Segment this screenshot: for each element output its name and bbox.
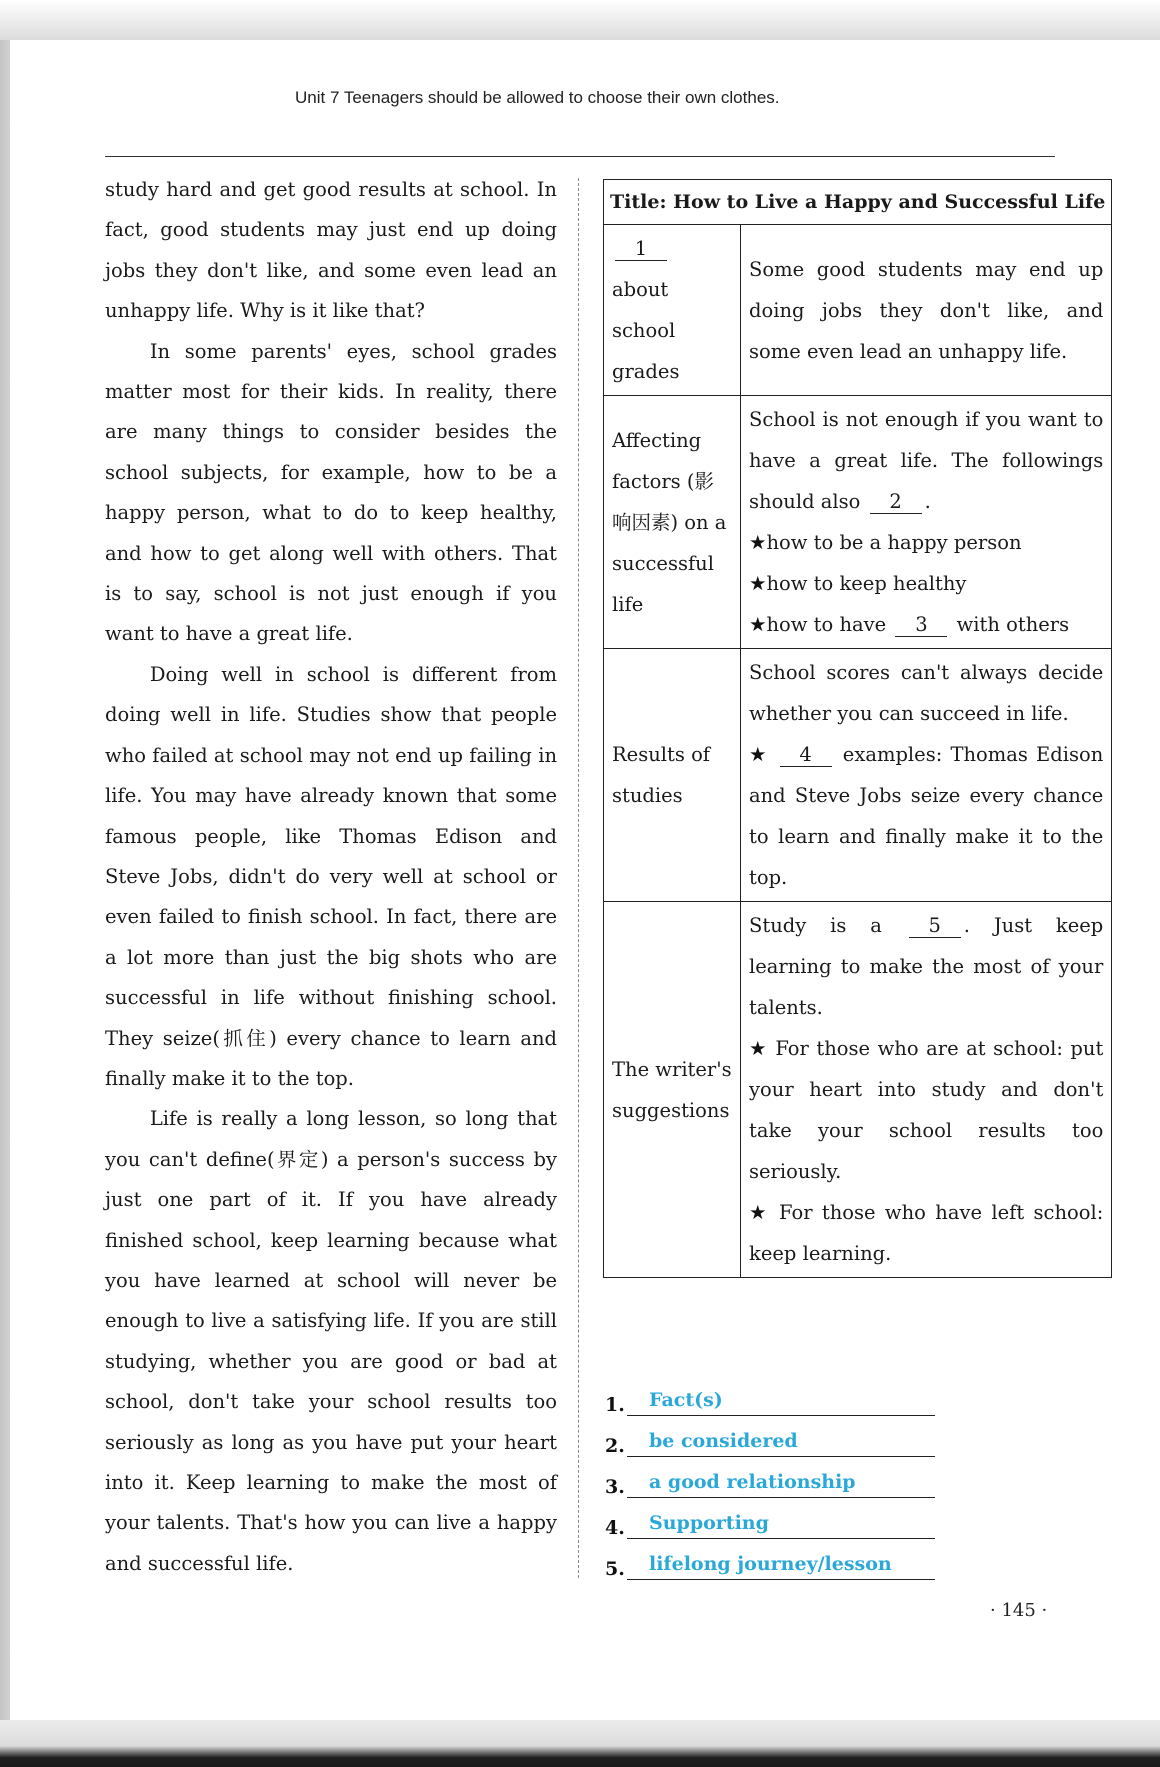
outline-left-cell: Results of studies xyxy=(604,649,741,902)
answer-row xyxy=(605,1498,935,1539)
star-icon: ★ xyxy=(749,1037,768,1060)
outline-row-factors xyxy=(604,396,1112,649)
outline-table xyxy=(603,179,1112,1278)
factor-bullet-end: with others xyxy=(956,613,1070,636)
running-header: Unit 7 Teenagers should be allowed to choose their own clothes. xyxy=(295,88,780,107)
factor-bullet: how to keep healthy xyxy=(766,572,967,595)
studies-text: School scores can't always decide whether you can succeed in life. xyxy=(749,661,1104,725)
answer-row xyxy=(605,1416,935,1457)
answer-number: 2. xyxy=(605,1435,625,1457)
outline-title: Title: How to Live a Happy and Successful Life xyxy=(604,180,1112,225)
outline-row-suggestions xyxy=(604,902,1112,1278)
outline-right-cell xyxy=(741,649,1112,902)
outline-row-grades xyxy=(604,225,1112,396)
star-icon: ★ xyxy=(749,531,767,554)
suggestion-bullet: For those who are at school: put your heart into study and don't take your school results too seriously. xyxy=(749,1037,1104,1183)
answer-text: Fact(s) xyxy=(627,1388,935,1416)
answer-key xyxy=(605,1375,935,1580)
reading-passage xyxy=(105,170,557,1584)
page-number: · 145 · xyxy=(990,1600,1048,1621)
blank-1[interactable]: 1 xyxy=(615,238,667,261)
answer-text: be considered xyxy=(627,1429,935,1457)
answer-number: 3. xyxy=(605,1476,625,1498)
scan-bottom-edge xyxy=(0,1720,1160,1767)
factor-intro: School is not enough if you want to have a great life. The followings should also xyxy=(749,408,1104,513)
studies-examples: examples: Thomas Edison and Steve Jobs seize every chance to learn and finally make it to the top. xyxy=(749,743,1104,889)
outline-right-cell xyxy=(741,902,1112,1278)
blank-3[interactable]: 3 xyxy=(895,614,947,637)
answer-row xyxy=(605,1457,935,1498)
blank-5[interactable]: 5 xyxy=(909,915,961,938)
star-icon: ★ xyxy=(749,572,767,595)
outline-right-cell xyxy=(741,396,1112,649)
star-icon: ★ xyxy=(749,1201,770,1224)
passage-paragraph: Life is really a long lesson, so long that you can't define(界定) a person's success by just one part of it. If you have already finished school, keep learning because what you have learned at school will never be enough to live a satisfying life. If you are still studying, whether you are good or bad at school, don't take your school results too seriously as long as you have put your heart into it. Keep learning to make the most of your talents. That's how you can live a happy and successful life. xyxy=(105,1107,557,1575)
suggestion-bullet: For those who have left school: keep learning. xyxy=(749,1201,1104,1265)
passage-paragraph: Doing well in school is different from doing well in life. Studies show that people who failed at school may not end up failing in life. You may have already known that some famous people, like Thomas Edison and Steve Jobs, didn't do very well at school or even failed to finish school. In fact, there are a lot more than just the big shots who are successful in life without finishing school. They seize(抓住) every chance to learn and finally make it to the top. xyxy=(105,662,557,1090)
answer-number: 1. xyxy=(605,1394,625,1416)
passage-paragraph: study hard and get good results at school. In fact, good students may just end up doing jobs they don't like, and some even lead an unhappy life. Why is it like that? xyxy=(105,178,557,323)
answer-number: 4. xyxy=(605,1517,625,1539)
suggestion-text: Study is a xyxy=(749,914,882,937)
outline-left-cell: The writer's suggestions xyxy=(604,902,741,1278)
answer-row xyxy=(605,1539,935,1580)
column-divider xyxy=(578,178,579,1578)
scan-shadow-top xyxy=(0,0,1160,40)
factor-intro-end: . xyxy=(924,490,931,513)
outline-title-row xyxy=(604,180,1112,225)
outline-row-studies xyxy=(604,649,1112,902)
outline-left-cell: Affecting factors (影响因素) on a successful life xyxy=(604,396,741,649)
left-label: about school grades xyxy=(612,278,680,383)
passage-paragraph: In some parents' eyes, school grades matter most for their kids. In reality, there are many things to consider besides the school subjects, for example, how to be a happy person, what to do to keep healthy, and how to get along well with others. That is to say, school is not just enough if you want to have a great life. xyxy=(105,339,557,646)
answer-text: lifelong journey/lesson xyxy=(627,1552,935,1580)
answer-text: Supporting xyxy=(627,1511,935,1539)
blank-2[interactable]: 2 xyxy=(870,491,922,514)
outline-left-cell xyxy=(604,225,741,396)
blank-4[interactable]: 4 xyxy=(780,744,832,767)
header-rule xyxy=(105,156,1055,157)
outline-right-cell: Some good students may end up doing jobs they don't like, and some even lead an unhappy life. xyxy=(741,225,1112,396)
answer-text: a good relationship xyxy=(627,1470,935,1498)
answer-row xyxy=(605,1375,935,1416)
star-icon: ★ xyxy=(749,613,767,636)
answer-number: 5. xyxy=(605,1558,625,1580)
factor-bullet: how to be a happy person xyxy=(766,531,1022,554)
factor-bullet: how to have xyxy=(766,613,887,636)
suggestion-text-end: . Just keep learning to make the most of your talents. xyxy=(749,914,1104,1019)
star-icon: ★ xyxy=(749,743,769,766)
